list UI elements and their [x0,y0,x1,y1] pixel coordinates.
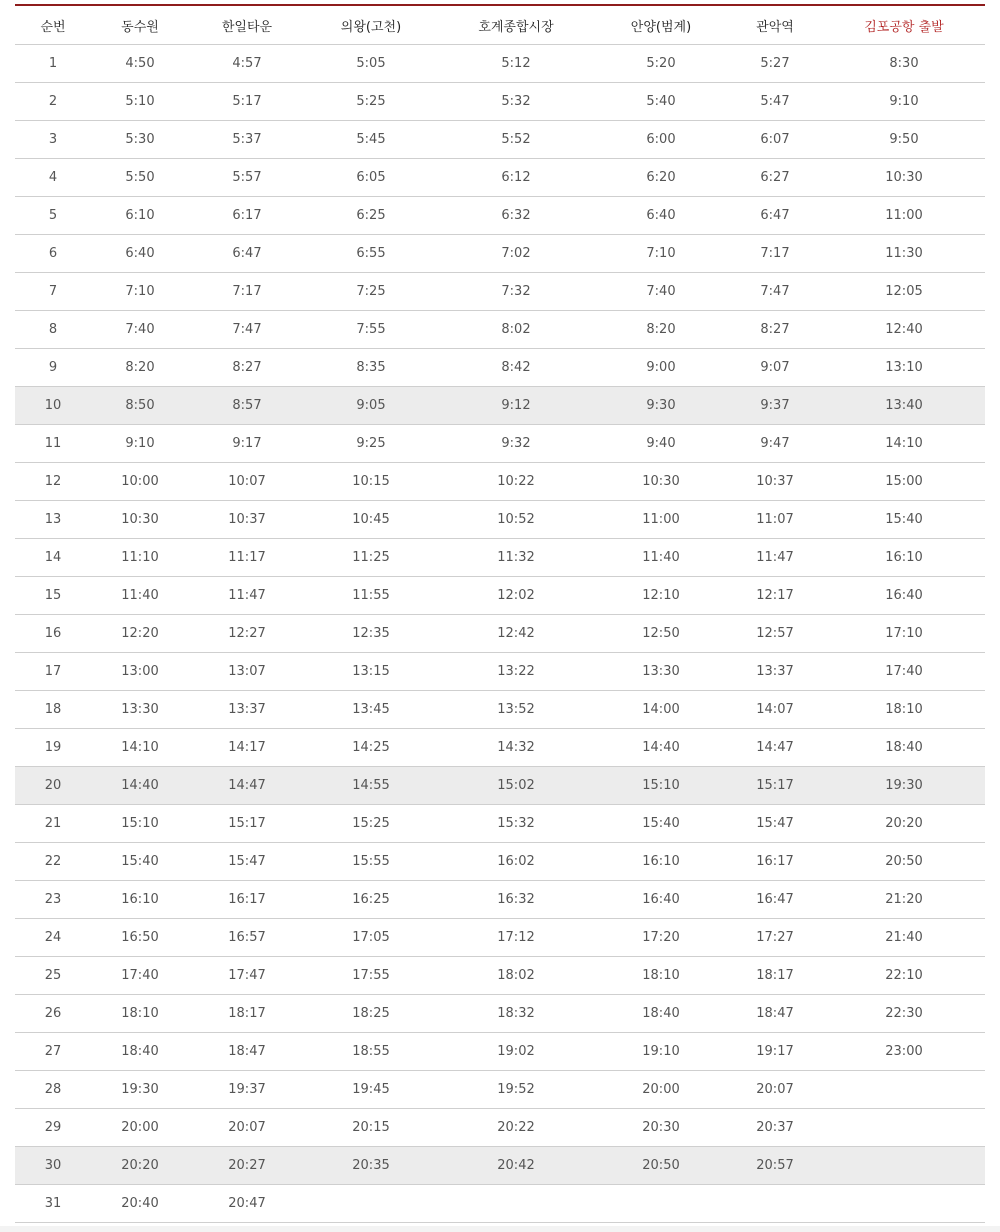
cell-uiwang-gocheon: 9:25 [305,425,437,463]
cell-uiwang-gocheon: 7:55 [305,311,437,349]
cell-anyang-beomgye: 6:20 [595,159,727,197]
cell-hanil-town: 14:17 [189,729,305,767]
table-row [15,919,985,957]
cell-seq: 15 [15,577,91,615]
cell-gimpo-airport-departure: 21:40 [823,919,985,957]
table-row [15,691,985,729]
table-row [15,1185,985,1223]
cell-gwanak-station: 20:07 [727,1071,823,1109]
cell-seq: 14 [15,539,91,577]
cell-seq: 7 [15,273,91,311]
header-gimpo-airport-departure: 김포공항 출발 [823,6,985,45]
cell-hanil-town: 4:57 [189,45,305,83]
cell-dongsuwon: 4:50 [91,45,189,83]
cell-hogye-market: 13:52 [437,691,595,729]
cell-uiwang-gocheon: 13:45 [305,691,437,729]
table-row [15,805,985,843]
timetable-header [15,6,985,45]
cell-uiwang-gocheon: 15:55 [305,843,437,881]
cell-dongsuwon: 7:40 [91,311,189,349]
cell-uiwang-gocheon: 18:55 [305,1033,437,1071]
cell-anyang-beomgye [595,1185,727,1223]
table-row [15,1147,985,1185]
cell-gwanak-station: 5:27 [727,45,823,83]
table-row [15,501,985,539]
cell-dongsuwon: 7:10 [91,273,189,311]
cell-anyang-beomgye: 10:30 [595,463,727,501]
cell-gwanak-station: 11:07 [727,501,823,539]
cell-seq: 10 [15,387,91,425]
cell-gimpo-airport-departure: 13:40 [823,387,985,425]
cell-anyang-beomgye: 11:40 [595,539,727,577]
table-row [15,881,985,919]
cell-hanil-town: 16:17 [189,881,305,919]
cell-anyang-beomgye: 14:40 [595,729,727,767]
cell-anyang-beomgye: 18:40 [595,995,727,1033]
cell-uiwang-gocheon: 6:55 [305,235,437,273]
cell-uiwang-gocheon: 17:05 [305,919,437,957]
cell-gwanak-station: 6:07 [727,121,823,159]
cell-uiwang-gocheon: 9:05 [305,387,437,425]
cell-gimpo-airport-departure: 17:40 [823,653,985,691]
cell-anyang-beomgye: 19:10 [595,1033,727,1071]
cell-gimpo-airport-departure: 22:10 [823,957,985,995]
cell-gimpo-airport-departure [823,1185,985,1223]
cell-gimpo-airport-departure: 16:10 [823,539,985,577]
cell-hanil-town: 8:27 [189,349,305,387]
cell-dongsuwon: 14:40 [91,767,189,805]
cell-anyang-beomgye: 6:00 [595,121,727,159]
cell-seq: 27 [15,1033,91,1071]
cell-seq: 18 [15,691,91,729]
cell-gimpo-airport-departure [823,1147,985,1185]
cell-seq: 29 [15,1109,91,1147]
table-row [15,539,985,577]
cell-hogye-market: 6:32 [437,197,595,235]
cell-gimpo-airport-departure: 22:30 [823,995,985,1033]
cell-dongsuwon: 5:30 [91,121,189,159]
table-row [15,577,985,615]
cell-hanil-town: 5:57 [189,159,305,197]
cell-dongsuwon: 17:40 [91,957,189,995]
cell-anyang-beomgye: 5:20 [595,45,727,83]
cell-gwanak-station: 12:57 [727,615,823,653]
cell-hanil-town: 5:17 [189,83,305,121]
cell-gimpo-airport-departure: 17:10 [823,615,985,653]
cell-anyang-beomgye: 16:40 [595,881,727,919]
cell-seq: 5 [15,197,91,235]
cell-uiwang-gocheon: 14:55 [305,767,437,805]
cell-hanil-town: 10:07 [189,463,305,501]
cell-dongsuwon: 9:10 [91,425,189,463]
cell-dongsuwon: 20:20 [91,1147,189,1185]
cell-uiwang-gocheon: 20:15 [305,1109,437,1147]
table-row [15,957,985,995]
cell-gimpo-airport-departure: 23:00 [823,1033,985,1071]
cell-hogye-market: 5:52 [437,121,595,159]
cell-gimpo-airport-departure: 15:00 [823,463,985,501]
cell-uiwang-gocheon: 5:25 [305,83,437,121]
cell-hanil-town: 18:17 [189,995,305,1033]
cell-hogye-market: 7:02 [437,235,595,273]
cell-dongsuwon: 8:50 [91,387,189,425]
cell-anyang-beomgye: 20:00 [595,1071,727,1109]
cell-gimpo-airport-departure: 9:50 [823,121,985,159]
cell-gimpo-airport-departure: 18:40 [823,729,985,767]
cell-gimpo-airport-departure: 15:40 [823,501,985,539]
cell-anyang-beomgye: 9:30 [595,387,727,425]
cell-anyang-beomgye: 7:10 [595,235,727,273]
cell-seq: 20 [15,767,91,805]
cell-hogye-market: 11:32 [437,539,595,577]
cell-anyang-beomgye: 15:10 [595,767,727,805]
table-row [15,273,985,311]
cell-hanil-town: 20:47 [189,1185,305,1223]
cell-hanil-town: 7:47 [189,311,305,349]
cell-dongsuwon: 6:40 [91,235,189,273]
cell-gimpo-airport-departure: 10:30 [823,159,985,197]
cell-gwanak-station: 6:47 [727,197,823,235]
cell-hogye-market: 10:22 [437,463,595,501]
cell-seq: 4 [15,159,91,197]
cell-hanil-town: 6:17 [189,197,305,235]
header-anyang-beomgye: 안양(범계) [595,6,727,45]
cell-dongsuwon: 20:00 [91,1109,189,1147]
cell-uiwang-gocheon [305,1185,437,1223]
cell-seq: 11 [15,425,91,463]
cell-dongsuwon: 8:20 [91,349,189,387]
cell-hogye-market: 14:32 [437,729,595,767]
cell-hogye-market: 12:02 [437,577,595,615]
cell-seq: 31 [15,1185,91,1223]
cell-hogye-market: 8:42 [437,349,595,387]
cell-anyang-beomgye: 12:10 [595,577,727,615]
cell-hogye-market: 5:12 [437,45,595,83]
header-hogye-market: 호계종합시장 [437,6,595,45]
cell-gwanak-station: 15:17 [727,767,823,805]
header-hanil-town: 한일타운 [189,6,305,45]
cell-hanil-town: 14:47 [189,767,305,805]
table-row [15,729,985,767]
cell-gimpo-airport-departure: 20:50 [823,843,985,881]
cell-hanil-town: 16:57 [189,919,305,957]
table-row [15,463,985,501]
cell-dongsuwon: 14:10 [91,729,189,767]
cell-seq: 25 [15,957,91,995]
cell-uiwang-gocheon: 20:35 [305,1147,437,1185]
cell-dongsuwon: 20:40 [91,1185,189,1223]
cell-seq: 24 [15,919,91,957]
cell-gimpo-airport-departure: 13:10 [823,349,985,387]
cell-anyang-beomgye: 8:20 [595,311,727,349]
table-row [15,197,985,235]
cell-gwanak-station: 12:17 [727,577,823,615]
cell-hanil-town: 10:37 [189,501,305,539]
cell-gimpo-airport-departure: 18:10 [823,691,985,729]
cell-seq: 19 [15,729,91,767]
bus-timetable [15,6,985,1223]
cell-dongsuwon: 15:10 [91,805,189,843]
cell-hogye-market: 8:02 [437,311,595,349]
cell-hogye-market: 7:32 [437,273,595,311]
cell-dongsuwon: 18:40 [91,1033,189,1071]
cell-anyang-beomgye: 9:00 [595,349,727,387]
cell-gimpo-airport-departure: 21:20 [823,881,985,919]
cell-gimpo-airport-departure: 11:00 [823,197,985,235]
cell-seq: 1 [15,45,91,83]
cell-hanil-town: 12:27 [189,615,305,653]
cell-gimpo-airport-departure: 12:40 [823,311,985,349]
cell-hogye-market: 9:12 [437,387,595,425]
table-row [15,121,985,159]
cell-uiwang-gocheon: 18:25 [305,995,437,1033]
cell-gimpo-airport-departure [823,1109,985,1147]
cell-anyang-beomgye: 16:10 [595,843,727,881]
cell-seq: 17 [15,653,91,691]
cell-hanil-town: 19:37 [189,1071,305,1109]
table-row [15,45,985,83]
cell-dongsuwon: 13:00 [91,653,189,691]
cell-gwanak-station [727,1185,823,1223]
cell-hogye-market: 19:02 [437,1033,595,1071]
cell-gwanak-station: 9:37 [727,387,823,425]
cell-dongsuwon: 18:10 [91,995,189,1033]
cell-anyang-beomgye: 20:30 [595,1109,727,1147]
cell-hogye-market: 15:02 [437,767,595,805]
cell-hanil-town: 8:57 [189,387,305,425]
cell-dongsuwon: 6:10 [91,197,189,235]
cell-seq: 9 [15,349,91,387]
cell-hanil-town: 6:47 [189,235,305,273]
cell-anyang-beomgye: 14:00 [595,691,727,729]
cell-hanil-town: 18:47 [189,1033,305,1071]
cell-uiwang-gocheon: 14:25 [305,729,437,767]
table-row [15,159,985,197]
cell-hanil-town: 20:07 [189,1109,305,1147]
header-row [15,6,985,45]
timetable-container [15,4,985,1223]
cell-anyang-beomgye: 9:40 [595,425,727,463]
cell-anyang-beomgye: 5:40 [595,83,727,121]
cell-hogye-market: 16:02 [437,843,595,881]
cell-uiwang-gocheon: 5:05 [305,45,437,83]
cell-hogye-market: 18:32 [437,995,595,1033]
cell-seq: 22 [15,843,91,881]
cell-gwanak-station: 18:17 [727,957,823,995]
cell-uiwang-gocheon: 19:45 [305,1071,437,1109]
cell-gwanak-station: 16:17 [727,843,823,881]
cell-anyang-beomgye: 17:20 [595,919,727,957]
table-row [15,1033,985,1071]
cell-anyang-beomgye: 20:50 [595,1147,727,1185]
cell-dongsuwon: 19:30 [91,1071,189,1109]
cell-gimpo-airport-departure: 12:05 [823,273,985,311]
cell-gwanak-station: 8:27 [727,311,823,349]
cell-gwanak-station: 14:47 [727,729,823,767]
cell-anyang-beomgye: 12:50 [595,615,727,653]
table-row [15,83,985,121]
cell-gimpo-airport-departure: 8:30 [823,45,985,83]
cell-uiwang-gocheon: 8:35 [305,349,437,387]
cell-uiwang-gocheon: 10:45 [305,501,437,539]
cell-hogye-market: 13:22 [437,653,595,691]
cell-uiwang-gocheon: 17:55 [305,957,437,995]
cell-hogye-market: 20:42 [437,1147,595,1185]
table-row [15,1071,985,1109]
cell-seq: 30 [15,1147,91,1185]
cell-gwanak-station: 18:47 [727,995,823,1033]
cell-hanil-town: 17:47 [189,957,305,995]
cell-gwanak-station: 5:47 [727,83,823,121]
table-row [15,1109,985,1147]
timetable-body [15,45,985,1223]
cell-seq: 13 [15,501,91,539]
cell-gwanak-station: 19:17 [727,1033,823,1071]
cell-gwanak-station: 15:47 [727,805,823,843]
table-row [15,653,985,691]
cell-gimpo-airport-departure: 20:20 [823,805,985,843]
cell-dongsuwon: 11:40 [91,577,189,615]
header-dongsuwon: 동수원 [91,6,189,45]
cell-gwanak-station: 20:57 [727,1147,823,1185]
cell-dongsuwon: 13:30 [91,691,189,729]
cell-seq: 12 [15,463,91,501]
cell-gwanak-station: 13:37 [727,653,823,691]
table-row [15,311,985,349]
cell-hogye-market: 17:12 [437,919,595,957]
cell-uiwang-gocheon: 11:55 [305,577,437,615]
cell-gwanak-station: 16:47 [727,881,823,919]
cell-gwanak-station: 20:37 [727,1109,823,1147]
cell-gimpo-airport-departure [823,1071,985,1109]
cell-hogye-market: 5:32 [437,83,595,121]
cell-hanil-town: 5:37 [189,121,305,159]
table-row [15,843,985,881]
cell-seq: 6 [15,235,91,273]
cell-gimpo-airport-departure: 11:30 [823,235,985,273]
cell-gwanak-station: 10:37 [727,463,823,501]
cell-gwanak-station: 17:27 [727,919,823,957]
cell-hanil-town: 13:07 [189,653,305,691]
cell-hanil-town: 15:17 [189,805,305,843]
cell-hanil-town: 7:17 [189,273,305,311]
cell-dongsuwon: 15:40 [91,843,189,881]
cell-hogye-market [437,1185,595,1223]
cell-gwanak-station: 6:27 [727,159,823,197]
header-uiwang-gocheon: 의왕(고천) [305,6,437,45]
cell-seq: 3 [15,121,91,159]
cell-gwanak-station: 11:47 [727,539,823,577]
cell-gimpo-airport-departure: 16:40 [823,577,985,615]
cell-hogye-market: 16:32 [437,881,595,919]
cell-anyang-beomgye: 15:40 [595,805,727,843]
header-seq: 순번 [15,6,91,45]
cell-dongsuwon: 10:30 [91,501,189,539]
cell-hogye-market: 15:32 [437,805,595,843]
cell-seq: 8 [15,311,91,349]
cell-dongsuwon: 5:50 [91,159,189,197]
cell-hanil-town: 20:27 [189,1147,305,1185]
cell-uiwang-gocheon: 6:05 [305,159,437,197]
cell-gimpo-airport-departure: 19:30 [823,767,985,805]
cell-gimpo-airport-departure: 14:10 [823,425,985,463]
table-row [15,995,985,1033]
page-footer-strip [0,1226,1000,1232]
cell-anyang-beomgye: 18:10 [595,957,727,995]
cell-anyang-beomgye: 11:00 [595,501,727,539]
cell-hogye-market: 19:52 [437,1071,595,1109]
table-row [15,615,985,653]
cell-anyang-beomgye: 13:30 [595,653,727,691]
header-gwanak-station: 관악역 [727,6,823,45]
cell-hogye-market: 12:42 [437,615,595,653]
cell-hanil-town: 11:47 [189,577,305,615]
table-row [15,387,985,425]
cell-gwanak-station: 7:17 [727,235,823,273]
cell-seq: 28 [15,1071,91,1109]
cell-anyang-beomgye: 7:40 [595,273,727,311]
cell-gwanak-station: 7:47 [727,273,823,311]
cell-hogye-market: 18:02 [437,957,595,995]
cell-seq: 26 [15,995,91,1033]
table-row [15,349,985,387]
table-row [15,767,985,805]
cell-uiwang-gocheon: 5:45 [305,121,437,159]
cell-hogye-market: 9:32 [437,425,595,463]
cell-dongsuwon: 12:20 [91,615,189,653]
cell-gimpo-airport-departure: 9:10 [823,83,985,121]
cell-hogye-market: 10:52 [437,501,595,539]
cell-gwanak-station: 9:47 [727,425,823,463]
table-row [15,425,985,463]
cell-hanil-town: 13:37 [189,691,305,729]
cell-uiwang-gocheon: 11:25 [305,539,437,577]
cell-dongsuwon: 5:10 [91,83,189,121]
cell-seq: 16 [15,615,91,653]
cell-dongsuwon: 11:10 [91,539,189,577]
cell-uiwang-gocheon: 15:25 [305,805,437,843]
cell-hanil-town: 11:17 [189,539,305,577]
cell-uiwang-gocheon: 6:25 [305,197,437,235]
cell-seq: 23 [15,881,91,919]
cell-uiwang-gocheon: 16:25 [305,881,437,919]
cell-hanil-town: 9:17 [189,425,305,463]
cell-uiwang-gocheon: 12:35 [305,615,437,653]
cell-hogye-market: 6:12 [437,159,595,197]
cell-hogye-market: 20:22 [437,1109,595,1147]
cell-uiwang-gocheon: 10:15 [305,463,437,501]
cell-anyang-beomgye: 6:40 [595,197,727,235]
cell-dongsuwon: 16:50 [91,919,189,957]
cell-hanil-town: 15:47 [189,843,305,881]
cell-dongsuwon: 10:00 [91,463,189,501]
table-row [15,235,985,273]
cell-dongsuwon: 16:10 [91,881,189,919]
cell-gwanak-station: 9:07 [727,349,823,387]
cell-gwanak-station: 14:07 [727,691,823,729]
cell-seq: 21 [15,805,91,843]
cell-seq: 2 [15,83,91,121]
cell-uiwang-gocheon: 13:15 [305,653,437,691]
cell-uiwang-gocheon: 7:25 [305,273,437,311]
